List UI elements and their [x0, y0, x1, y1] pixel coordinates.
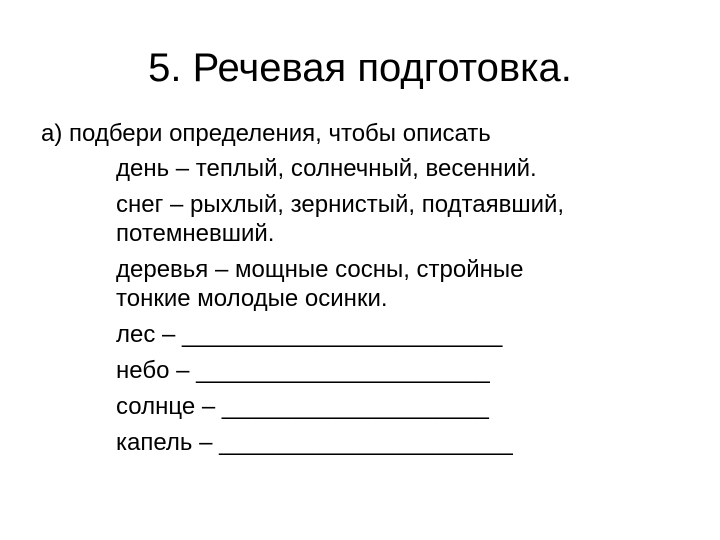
answer-item-forest — [116, 320, 676, 349]
answer-line-continuation: тонкие молодые осинки. — [116, 285, 388, 312]
answer-line: снег – рыхлый, зернистый, подтаявший, — [116, 191, 565, 218]
answer-line: деревья – мощные сосны, стройные — [116, 256, 524, 283]
answer-line: день – теплый, солнечный, весенний. — [116, 155, 537, 182]
answer-item-sky — [116, 356, 676, 385]
answer-item-trees — [116, 255, 676, 313]
answer-item-day — [116, 154, 676, 183]
answer-item-sun — [116, 392, 676, 421]
answer-line-continuation: потемневший. — [116, 220, 275, 247]
blank-line: солнце – ____________________ — [116, 393, 489, 420]
answer-item-drip — [116, 428, 676, 457]
blank-line: капель – ______________________ — [116, 429, 513, 456]
blank-line: лес – ________________________ — [116, 321, 503, 348]
slide-title: 5. Речевая подготовка. — [148, 46, 572, 90]
task-instruction: а) подбери определения, чтобы описать — [41, 120, 491, 147]
answer-item-snow — [116, 190, 676, 248]
answer-list — [116, 154, 676, 464]
blank-line: небо – ______________________ — [116, 357, 490, 384]
